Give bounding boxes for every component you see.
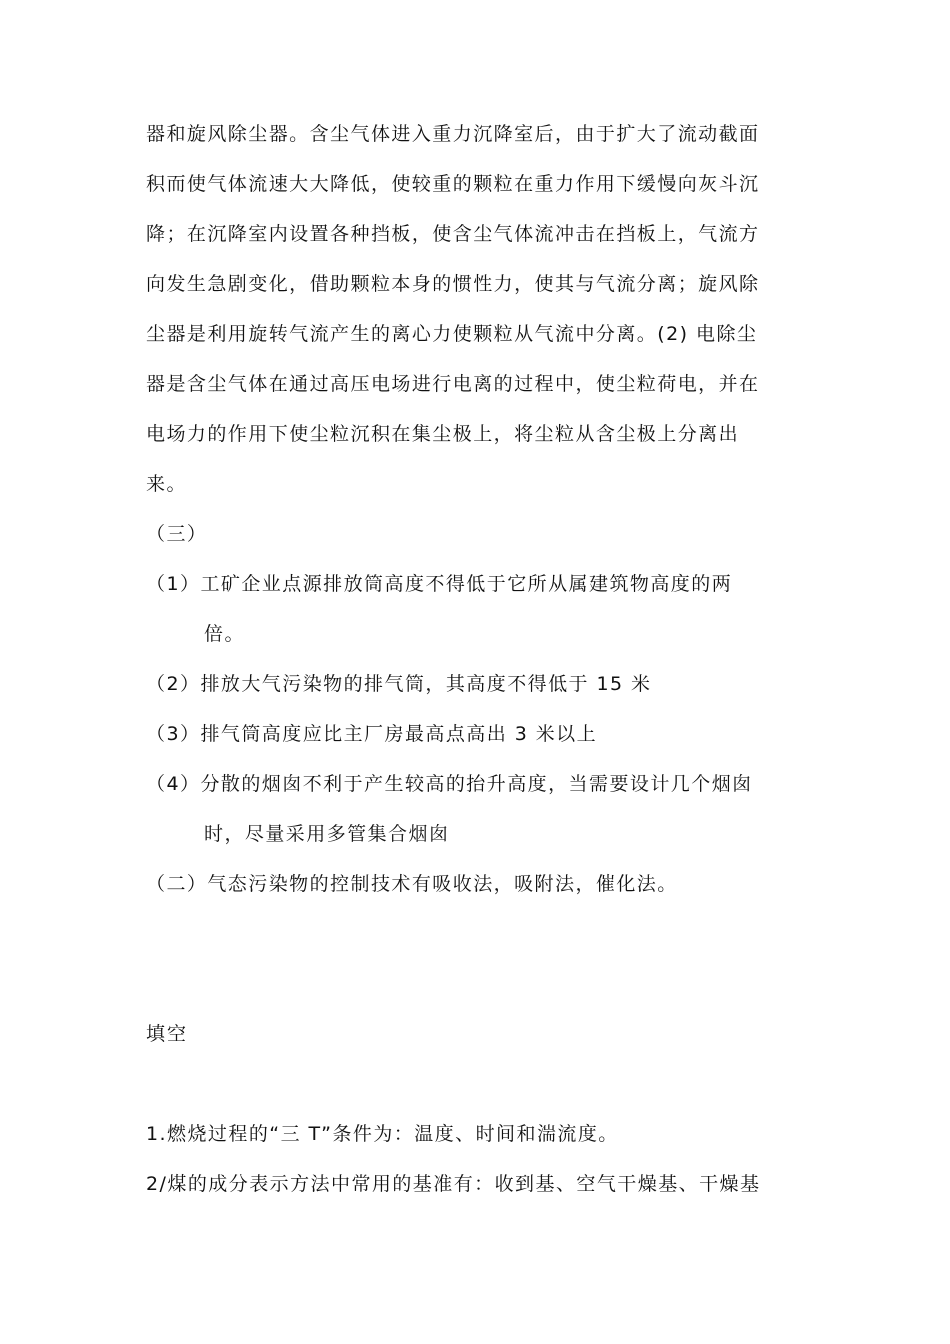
fill-blank-heading: 填空 <box>146 1023 189 1045</box>
paragraph-line: 来。 <box>146 473 187 495</box>
paragraph-line: 降；在沉降室内设置各种挡板，使含尘气体流冲击在挡板上，气流方 <box>146 223 760 245</box>
list-item-text: 排放大气污染物的排气筒，其高度不得低于 15 米 <box>200 673 652 695</box>
paragraph-line: 电场力的作用下使尘粒沉积在集尘极上，将尘粒从含尘极上分离出 <box>146 423 740 445</box>
paragraph-line: 向发生急剧变化，借助颗粒本身的惯性力，使其与气流分离；旋风除 <box>146 273 760 295</box>
paragraph-line: 器是含尘气体在通过高压电场进行电离的过程中，使尘粒荷电，并在 <box>146 373 760 395</box>
list-item-2 <box>146 672 652 696</box>
list-item-number: （4） <box>146 773 201 795</box>
fill-item: 1.燃烧过程的“三 T”条件为：温度、时间和湍流度。 <box>146 1123 619 1145</box>
section-three-label: （三） <box>146 523 208 545</box>
paragraph-line: 器和旋风除尘器。含尘气体进入重力沉降室后，由于扩大了流动截面 <box>146 123 760 145</box>
list-item-number: （1） <box>146 573 201 595</box>
paragraph-line: 尘器是利用旋转气流产生的离心力使颗粒从气流中分离。(2) 电除尘 <box>146 323 758 345</box>
list-item-1-continuation: 倍。 <box>204 623 245 645</box>
section-two-text: （二）气态污染物的控制技术有吸收法，吸附法，催化法。 <box>146 873 678 895</box>
list-item-text: 分散的烟囱不利于产生较高的抬升高度，当需要设计几个烟囱 <box>200 773 753 795</box>
fill-item: 2/煤的成分表示方法中常用的基准有：收到基、空气干燥基、干燥基 <box>146 1173 761 1195</box>
list-item-3 <box>146 722 597 746</box>
list-item-number: （3） <box>146 723 201 745</box>
paragraph-line: 积而使气体流速大大降低，使较重的颗粒在重力作用下缓慢向灰斗沉 <box>146 173 760 195</box>
list-item-1 <box>146 572 732 596</box>
list-item-4-continuation: 时，尽量采用多管集合烟囱 <box>204 823 450 845</box>
list-item-number: （2） <box>146 673 201 695</box>
list-item-text: 排气筒高度应比主厂房最高点高出 3 米以上 <box>200 723 598 745</box>
list-item-text: 工矿企业点源排放筒高度不得低于它所从属建筑物高度的两 <box>200 573 733 595</box>
list-item-4 <box>146 772 753 796</box>
